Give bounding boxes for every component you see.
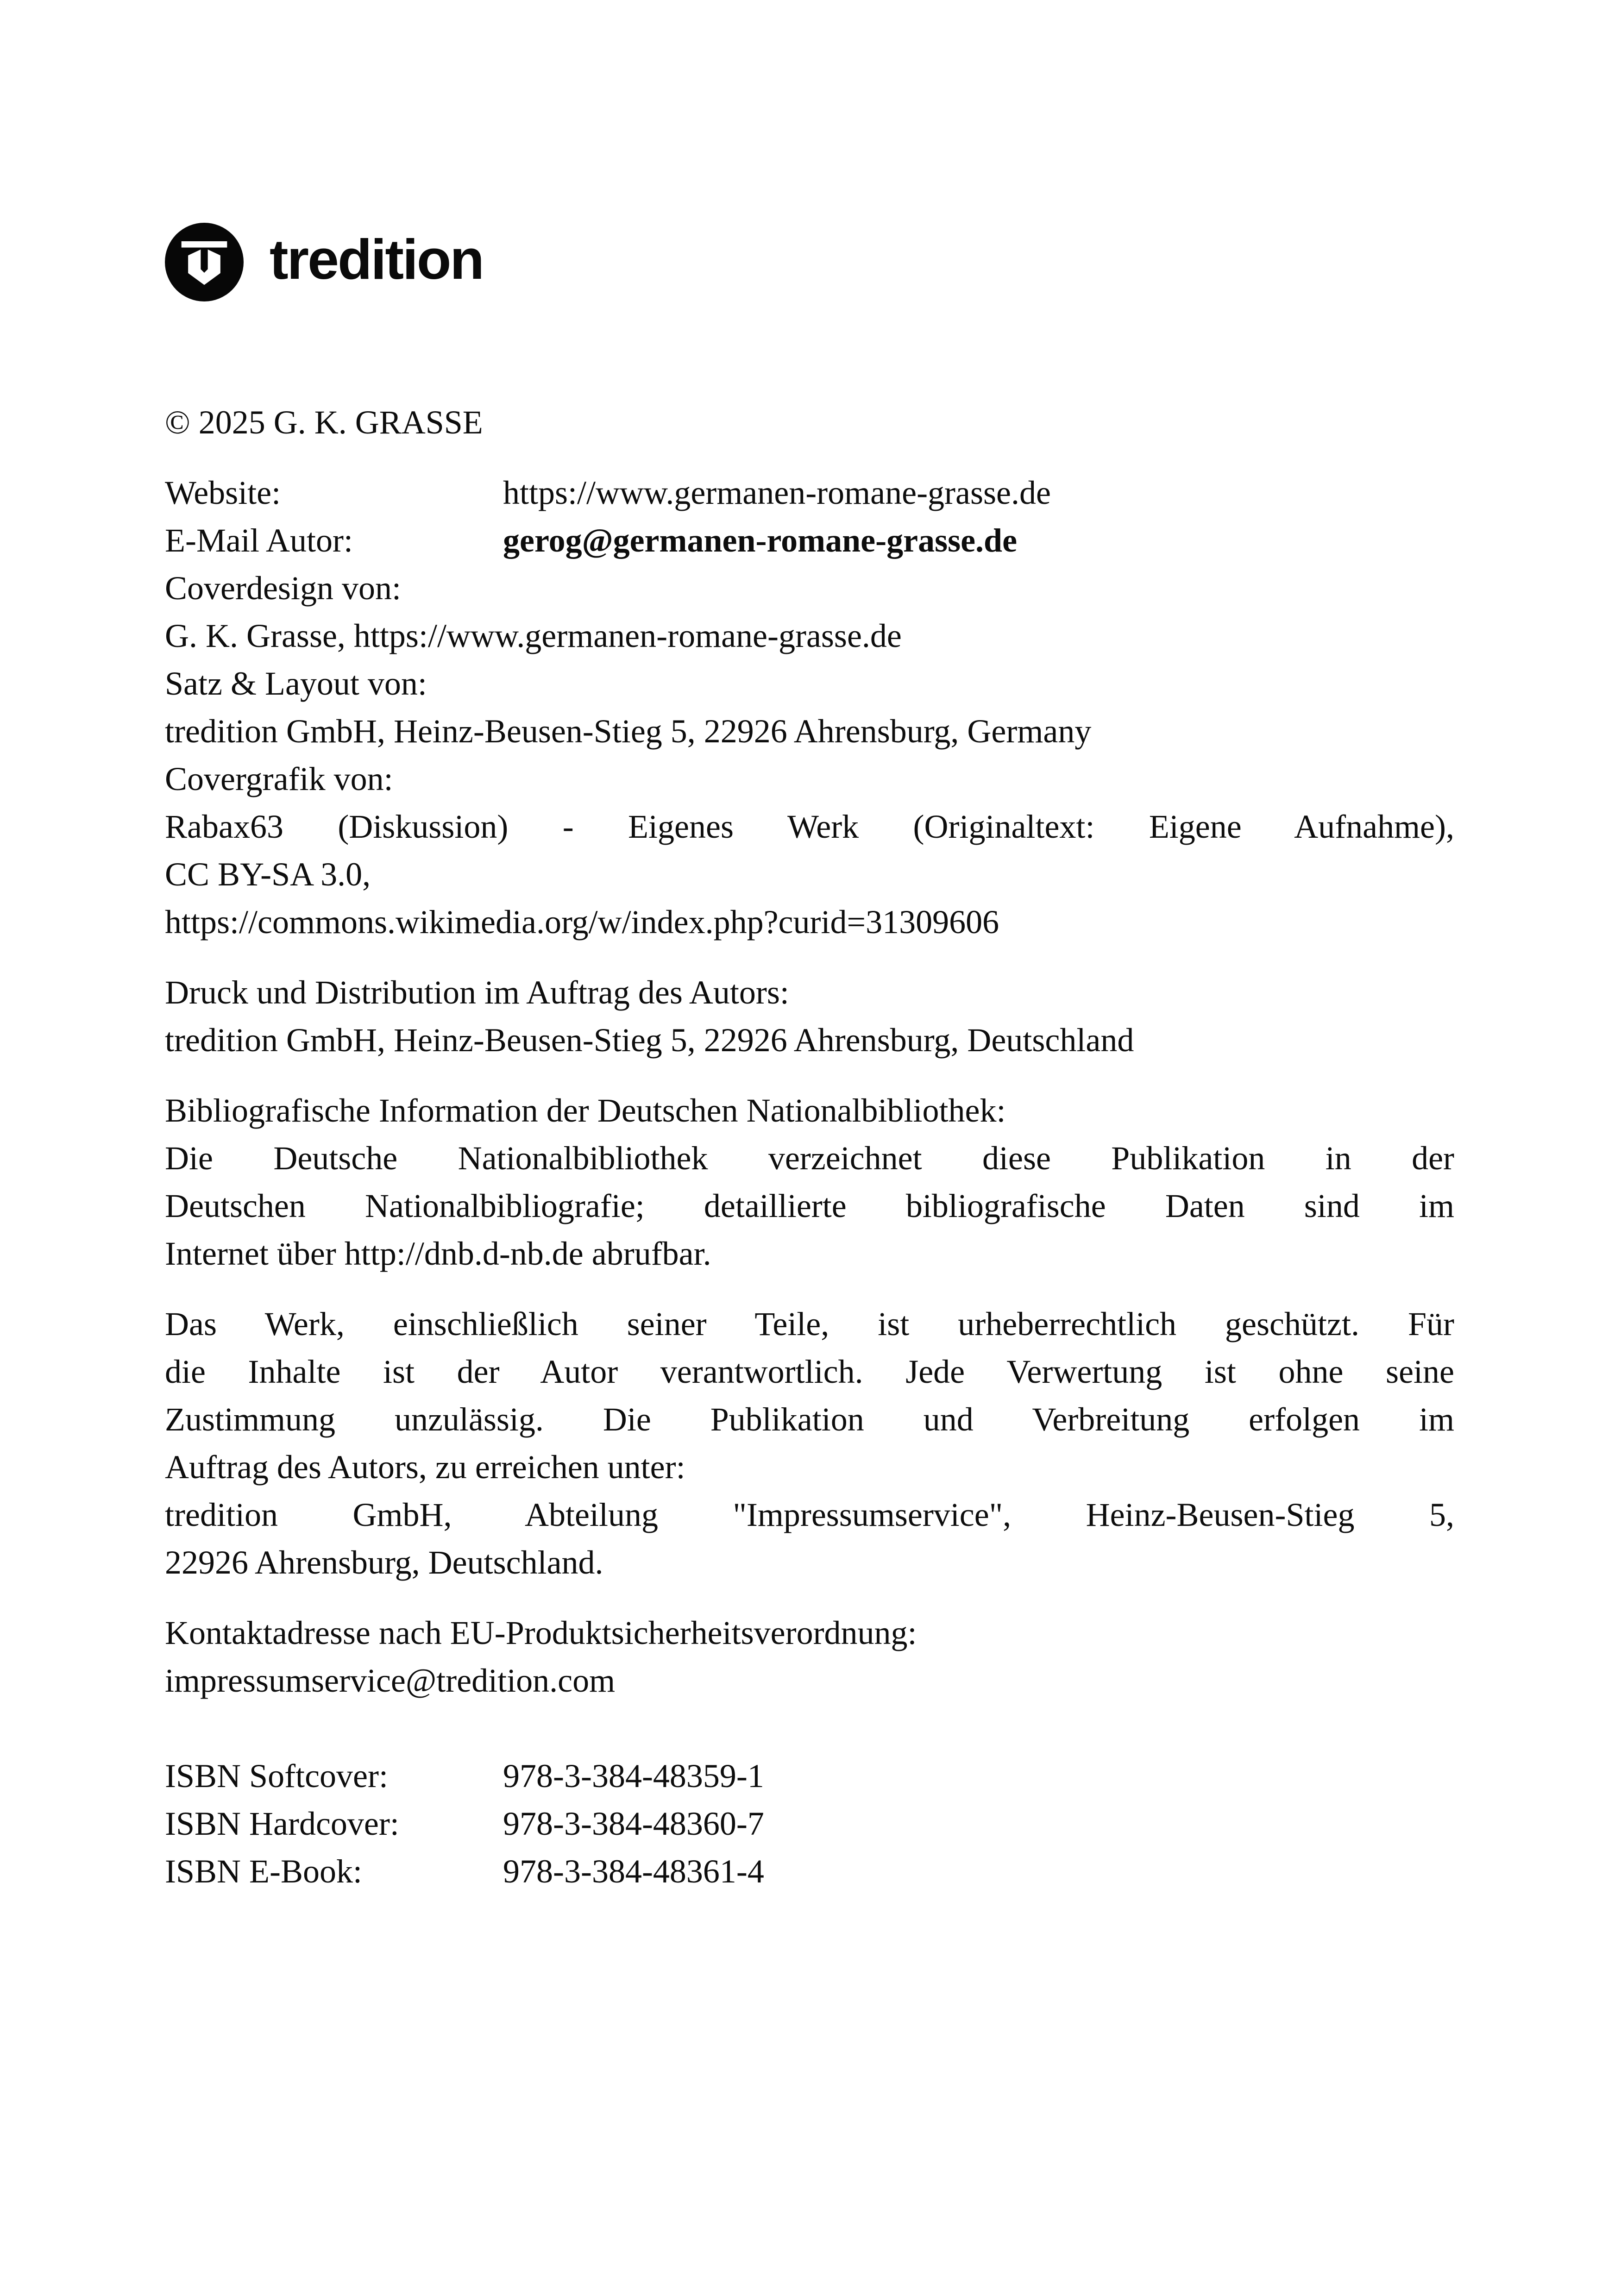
rights-line-1: Das Werk, einschließlich seiner Teile, ist urheberrechtlich geschützt. Für — [165, 1305, 1454, 1342]
eu-contact-block — [165, 1609, 1454, 1705]
bibliographic-heading: Bibliografische Information der Deutschen Nationalbibliothek: — [165, 1092, 1006, 1129]
contact-row-website — [165, 469, 1454, 517]
website-label: Website: — [165, 474, 281, 511]
eu-contact-heading: Kontaktadresse nach EU-Produktsicherheitsverordnung: — [165, 1614, 917, 1651]
layout-label: Satz & Layout von: — [165, 665, 427, 702]
bibliographic-line-3: Internet über http://dnb.d-nb.de abrufbar. — [165, 1235, 711, 1272]
publisher-logo — [165, 223, 1454, 301]
bibliographic-block — [165, 1087, 1454, 1278]
brand-wordmark: tredition — [270, 228, 483, 291]
isbn-ebook-value: 978-3-384-48361-4 — [503, 1853, 764, 1890]
covergraphic-label: Covergrafik von: — [165, 760, 393, 797]
covergraphic-license: CC BY-SA 3.0, — [165, 856, 371, 893]
contact-row-email — [165, 517, 1454, 565]
rights-line-6: 22926 Ahrensburg, Deutschland. — [165, 1544, 603, 1581]
distribution-block — [165, 969, 1454, 1064]
isbn-block — [165, 1752, 1454, 1895]
coverdesign-value: G. K. Grasse, https://www.germanen-romane-grasse.de — [165, 617, 902, 654]
bibliographic-line-1: Die Deutsche Nationalbibliothek verzeichnet diese Publikation in der — [165, 1140, 1454, 1177]
isbn-ebook-label: ISBN E-Book: — [165, 1853, 363, 1890]
isbn-softcover-label: ISBN Softcover: — [165, 1757, 388, 1794]
isbn-row-softcover — [165, 1752, 1454, 1800]
isbn-hardcover-value: 978-3-384-48360-7 — [503, 1805, 764, 1842]
email-label: E-Mail Autor: — [165, 522, 353, 559]
coverdesign-label: Coverdesign von: — [165, 570, 401, 607]
website-url: https://www.germanen-romane-grasse.de — [503, 474, 1051, 511]
isbn-hardcover-label: ISBN Hardcover: — [165, 1805, 399, 1842]
covergraphic-source-url: https://commons.wikimedia.org/w/index.php?curid=31309606 — [165, 903, 999, 941]
rights-line-5: tredition GmbH, Abteilung "Impressumservice", Heinz-Beusen-Stieg 5, — [165, 1496, 1454, 1533]
rights-line-2: die Inhalte ist der Autor verantwortlich. Jede Verwertung ist ohne seine — [165, 1353, 1454, 1390]
tredition-logo-icon — [165, 223, 244, 301]
rights-block — [165, 1300, 1454, 1587]
distribution-address: tredition GmbH, Heinz-Beusen-Stieg 5, 22926 Ahrensburg, Deutschland — [165, 1022, 1134, 1059]
eu-contact-email: impressumservice@tredition.com — [165, 1662, 616, 1699]
isbn-softcover-value: 978-3-384-48359-1 — [503, 1757, 764, 1794]
rights-line-3: Zustimmung unzulässig. Die Publikation und Verbreitung erfolgen im — [165, 1401, 1454, 1438]
rights-line-4: Auftrag des Autors, zu erreichen unter: — [165, 1449, 685, 1486]
distribution-heading: Druck und Distribution im Auftrag des Autors: — [165, 974, 789, 1011]
email-value: gerog@germanen-romane-grasse.de — [503, 522, 1018, 559]
copyright-block — [165, 399, 1454, 446]
bibliographic-line-2: Deutschen Nationalbibliografie; detaillierte bibliografische Daten sind im — [165, 1187, 1454, 1224]
copyright-line: © 2025 G. K. GRASSE — [165, 404, 483, 441]
covergraphic-credit: Rabax63 (Diskussion) - Eigenes Werk (Originaltext: Eigene Aufnahme), — [165, 808, 1454, 845]
isbn-row-hardcover — [165, 1800, 1454, 1848]
layout-value: tredition GmbH, Heinz-Beusen-Stieg 5, 22926 Ahrensburg, Germany — [165, 713, 1092, 750]
contact-credits-block — [165, 469, 1454, 946]
isbn-row-ebook — [165, 1848, 1454, 1895]
